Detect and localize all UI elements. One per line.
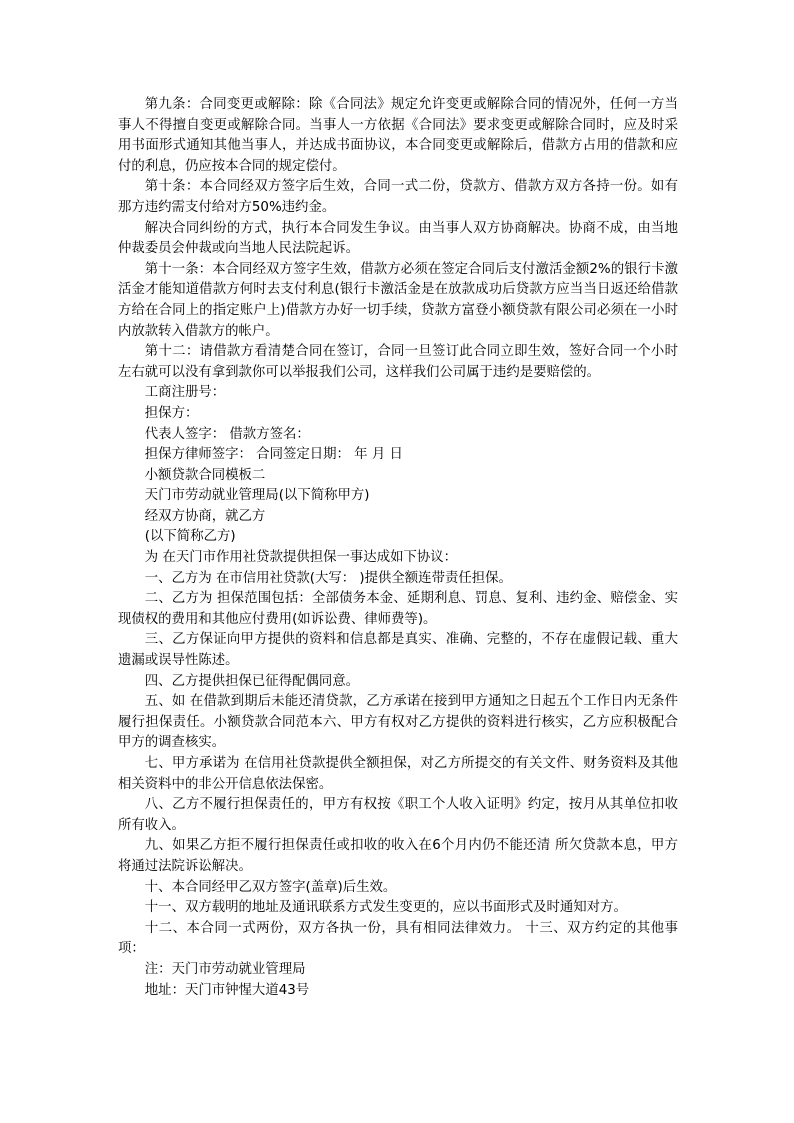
article-4-paragraph: 四、乙方提供担保已征得配偶同意。 <box>144 673 360 689</box>
clause-11-paragraph: 第十一条：本合同经双方签字生效，借款方必须在签定合同后支付激活金额2%的银行卡激活金才能知道借款方何时去支付利息(银行卡激活金是在放款成功后贷款方应当当日返还给借款方给在合同上的指定账户上)借款方办好一切手续，贷款方富登小额贷款有限公司必须在一小时内放款转入借款方的帐户。 <box>118 261 678 339</box>
party-a-line: 天门市劳动就业管理局(以下简称甲方) <box>144 488 370 504</box>
article-12-13-paragraph: 十二、本合同一式两份，双方各执一份，具有相同法律效力。 十三、双方约定的其他事项： <box>118 920 678 957</box>
article-11-paragraph: 十一、双方载明的地址及通讯联系方式发生变更的，应以书面形式及时通知对方。 <box>144 900 627 916</box>
clause-9-paragraph: 第九条：合同变更或解除：除《合同法》规定允许变更或解除合同的情况外，任何一方当事人不得擅自变更或解除合同。当事人一方依据《合同法》要求变更或解除合同时，应及时采用书面形式通知其他当事人，并达成书面协议，本合同变更或解除后，借款方占用的借款和应付的利息，仍应按本合同的规定偿付。 <box>118 97 678 174</box>
guarantor-line: 担保方： <box>144 405 199 421</box>
template-two-title: 小额贷款合同模板二 <box>144 467 266 483</box>
article-8-paragraph: 八、乙方不履行担保责任的，甲方有权按《职工个人收入证明》约定，按月从其单位扣收所有收入。 <box>118 797 678 833</box>
document-page <box>118 95 678 1001</box>
agreement-intro-line: 为 在天门市作用社贷款提供担保一事达成如下协议： <box>144 550 458 566</box>
clause-10-paragraph: 第十条：本合同经双方签字后生效，合同一式二份，贷款方、借款方双方各持一份。如有那方违约需支付给对方50%违约金。 <box>118 179 678 215</box>
article-5-6-paragraph: 五、如 在借款到期后未能还清贷款，乙方承诺在接到甲方通知之日起五个工作日内无条件履行担保责任。小额贷款合同范本六、甲方有权对乙方提供的资料进行核实，乙方应积极配合甲方的调查核实。 <box>118 694 678 751</box>
party-b-line: (以下简称乙方) <box>144 529 236 545</box>
article-3-paragraph: 三、乙方保证向甲方提供的资料和信息都是真实、准确、完整的，不存在虚假记载、重大遗漏或误导性陈述。 <box>118 632 678 669</box>
article-10-paragraph: 十、本合同经甲乙双方签字(盖章)后生效。 <box>144 879 397 895</box>
article-1-paragraph: 一、乙方为 在市信用社贷款(大写： )提供全额连带责任担保。 <box>144 570 512 586</box>
lawyer-date-line: 担保方律师签字： 合同签定日期： 年 月 日 <box>144 447 403 463</box>
dispute-resolution-paragraph: 解决合同纠纷的方式，执行本合同发生争议。由当事人双方协商解决。协商不成，由当地仲裁委员会仲裁或向当地人民法院起诉。 <box>118 220 678 257</box>
article-2-paragraph: 二、乙方为 担保范围包括：全部债务本金、延期利息、罚息、复利、违约金、赔偿金、实现债权的费用和其他应付费用(如诉讼费、律师费等)。 <box>118 591 678 627</box>
negotiation-line: 经双方协商，就乙方 <box>144 508 266 524</box>
article-9-paragraph: 九、如果乙方拒不履行担保责任或扣收的收入在6个月内仍不能还清 所欠贷款本息，甲方将通过法院诉讼解决。 <box>118 838 678 874</box>
note-line: 注：天门市劳动就业管理局 <box>144 961 306 977</box>
signature-line: 代表人签字： 借款方签名： <box>144 426 310 442</box>
registration-number-line: 工商注册号： <box>144 385 226 401</box>
clause-12-paragraph: 第十二：请借款方看清楚合同在签订，合同一旦签订此合同立即生效，签好合同一个小时左右就可以没有拿到款你可以举报我们公司，这样我们公司属于违约是要赔偿的。 <box>118 344 678 380</box>
address-line: 地址：天门市钟惺大道43号 <box>144 982 310 998</box>
article-7-paragraph: 七、甲方承诺为 在信用社贷款提供全额担保，对乙方所提交的有关文件、财务资料及其他相关资料中的非公开信息依法保密。 <box>118 756 678 792</box>
